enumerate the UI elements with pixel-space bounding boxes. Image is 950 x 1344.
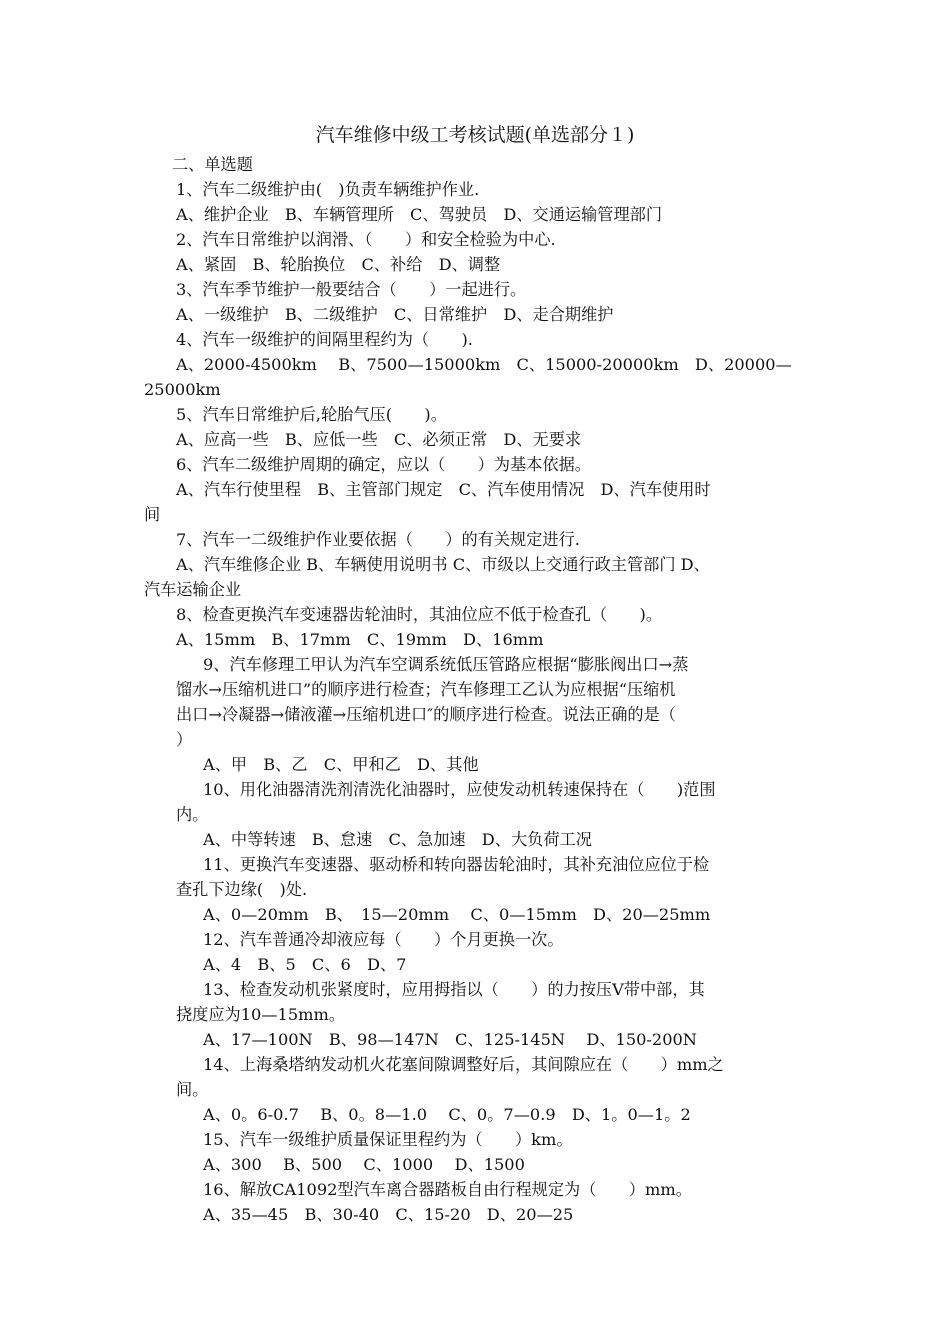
- text-line: 12、汽车普通冷却液应每（ ）个月更换一次。: [203, 930, 564, 949]
- text-line: A、2000-4500km B、7500—15000km C、15000-20000km D、20000—: [176, 355, 792, 374]
- text-line: A、35—45 B、30-40 C、15-20 D、20—25: [203, 1205, 574, 1224]
- text-line: 10、用化油器清洗剂清洗化油器时，应使发动机转速保持在（ )范围: [203, 780, 716, 799]
- text-line: 7、汽车一二级维护作业要依据（ ）的有关规定进行.: [176, 530, 580, 549]
- text-line: 14、上海桑塔纳发动机火花塞间隙调整好后，其间隙应在（ ）mm之: [203, 1055, 724, 1074]
- text-line: A、15mm B、17mm C、19mm D、16mm: [176, 630, 544, 649]
- text-line: 6、汽车二级维护周期的确定，应以（ ）为基本依据。: [176, 455, 591, 474]
- text-line: 13、检查发动机张紧度时，应用拇指以（ ）的力按压Ⅴ带中部，其: [203, 980, 705, 999]
- text-line: 15、汽车一级维护质量保证里程约为（ ）km。: [203, 1130, 573, 1149]
- text-line: A、紧固 B、轮胎换位 C、补给 D、调整: [176, 255, 501, 274]
- text-line: 间: [144, 505, 161, 524]
- text-line: 2、汽车日常维护以润滑、（ ）和安全检验为中心.: [176, 230, 556, 249]
- text-line: 内。: [176, 805, 209, 824]
- text-line: 9、汽车修理工甲认为汽车空调系统低压管路应根据“膨胀阀出口→蒸: [203, 655, 689, 674]
- text-line: 汽车运输企业: [144, 580, 242, 599]
- text-line: 3、汽车季节维护一般要结合（ ）一起进行。: [176, 280, 527, 299]
- document-title: 汽车维修中级工考核试题(单选部分１): [315, 124, 635, 146]
- text-line: 11、更换汽车变速器、驱动桥和转向器齿轮油时，其补充油位应位于检: [203, 855, 710, 874]
- text-line: A、0。6-0.7 B、0。8—1.0 C、0。7—0.9 D、1。0—1。2: [203, 1105, 691, 1124]
- text-line: A、一级维护 B、二级维护 C、日常维护 D、走合期维护: [176, 305, 614, 324]
- text-line: 8、检查更换汽车变速器齿轮油时，其油位应不低于检查孔（ )。: [176, 605, 663, 624]
- text-line: A、中等转速 B、怠速 C、急加速 D、大负荷工况: [203, 830, 592, 849]
- text-line: 5、汽车日常维护后,轮胎气压( )。: [176, 405, 447, 424]
- text-line: 查孔下边缘( )处.: [176, 880, 308, 899]
- text-line: A、汽车行使里程 B、主管部门规定 C、汽车使用情况 D、汽车使用时: [176, 480, 711, 499]
- text-line: 挠度应为10—15mm。: [176, 1005, 346, 1024]
- text-line: A、17—100N B、98—147N C、125-145N D、150-200N: [203, 1030, 697, 1049]
- text-line: 16、解放CA1092型汽车离合器踏板自由行程规定为（ ）mm。: [203, 1180, 692, 1199]
- text-line: A、汽车维修企业 B、车辆使用说明书 C、市级以上交通行政主管部门 D、: [176, 555, 710, 574]
- text-line: 馏水→压缩机进口”的顺序进行检查；汽车修理工乙认为应根据“压缩机: [176, 680, 676, 699]
- text-line: A、300 B、500 C、1000 D、1500: [203, 1155, 525, 1174]
- text-line: A、应高一些 B、应低一些 C、必须正常 D、无要求: [176, 430, 582, 449]
- text-line: 出口→冷凝器→储液灌→压缩机进口″的顺序进行检查。说法正确的是（: [176, 705, 676, 724]
- text-line: A、维护企业 B、车辆管理所 C、驾驶员 D、交通运输管理部门: [176, 205, 663, 224]
- section-heading: 二、单选题: [172, 155, 253, 174]
- text-line: 1、汽车二级维护由( )负责车辆维护作业.: [176, 180, 480, 199]
- text-line: 间。: [176, 1080, 209, 1099]
- text-line: A、0—20mm B、 15—20mm C、0—15mm D、20—25mm: [203, 905, 711, 924]
- text-line: ）: [176, 730, 193, 749]
- text-line: 25000km: [144, 380, 221, 399]
- text-line: 4、汽车一级维护的间隔里程约为（ ).: [176, 330, 473, 349]
- text-line: A、甲 B、乙 C、甲和乙 D、其他: [203, 755, 479, 774]
- text-line: A、4 B、5 C、6 D、7: [203, 955, 407, 974]
